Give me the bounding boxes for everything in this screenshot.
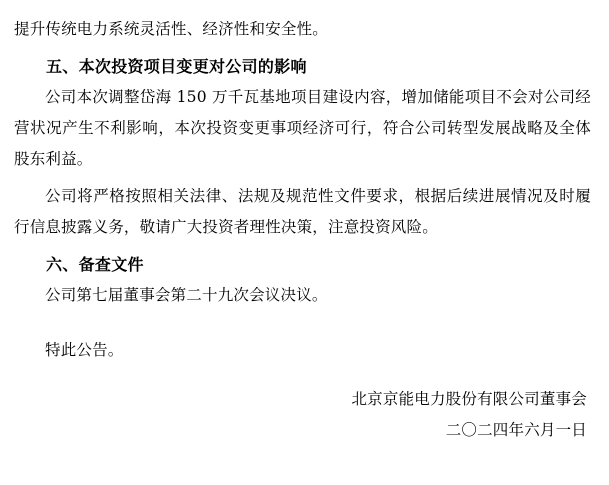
section-six-heading: 六、备查文件 bbox=[46, 255, 144, 274]
section-five-para-1: 公司本次调整岱海 150 万千瓦基地项目建设内容，增加储能项目不会对公司经营状况产生不利影响，本次投资变更事项经济可行，符合公司转型发展战略及全体股东利益。 bbox=[14, 88, 591, 168]
section-five-heading: 五、本次投资项目变更对公司的影响 bbox=[46, 57, 307, 76]
signature-entity: 北京京能电力股份有限公司董事会 bbox=[351, 390, 587, 408]
closing-para: 特此公告。 bbox=[45, 341, 124, 359]
spacer bbox=[14, 311, 591, 335]
section-five-para-2: 公司将严格按照相关法律、法规及规范性文件要求，根据后续进展情况及时履行信息披露义务，敬请广大投资者理性决策，注意投资风险。 bbox=[14, 187, 591, 236]
signature-block bbox=[14, 384, 591, 446]
signature-date: 二〇二四年六月一日 bbox=[445, 421, 587, 439]
continuation-line: 提升传统电力系统灵活性、经济性和安全性。 bbox=[14, 20, 329, 38]
section-six-para-1: 公司第七届董事会第二十九次会议决议。 bbox=[45, 286, 328, 304]
